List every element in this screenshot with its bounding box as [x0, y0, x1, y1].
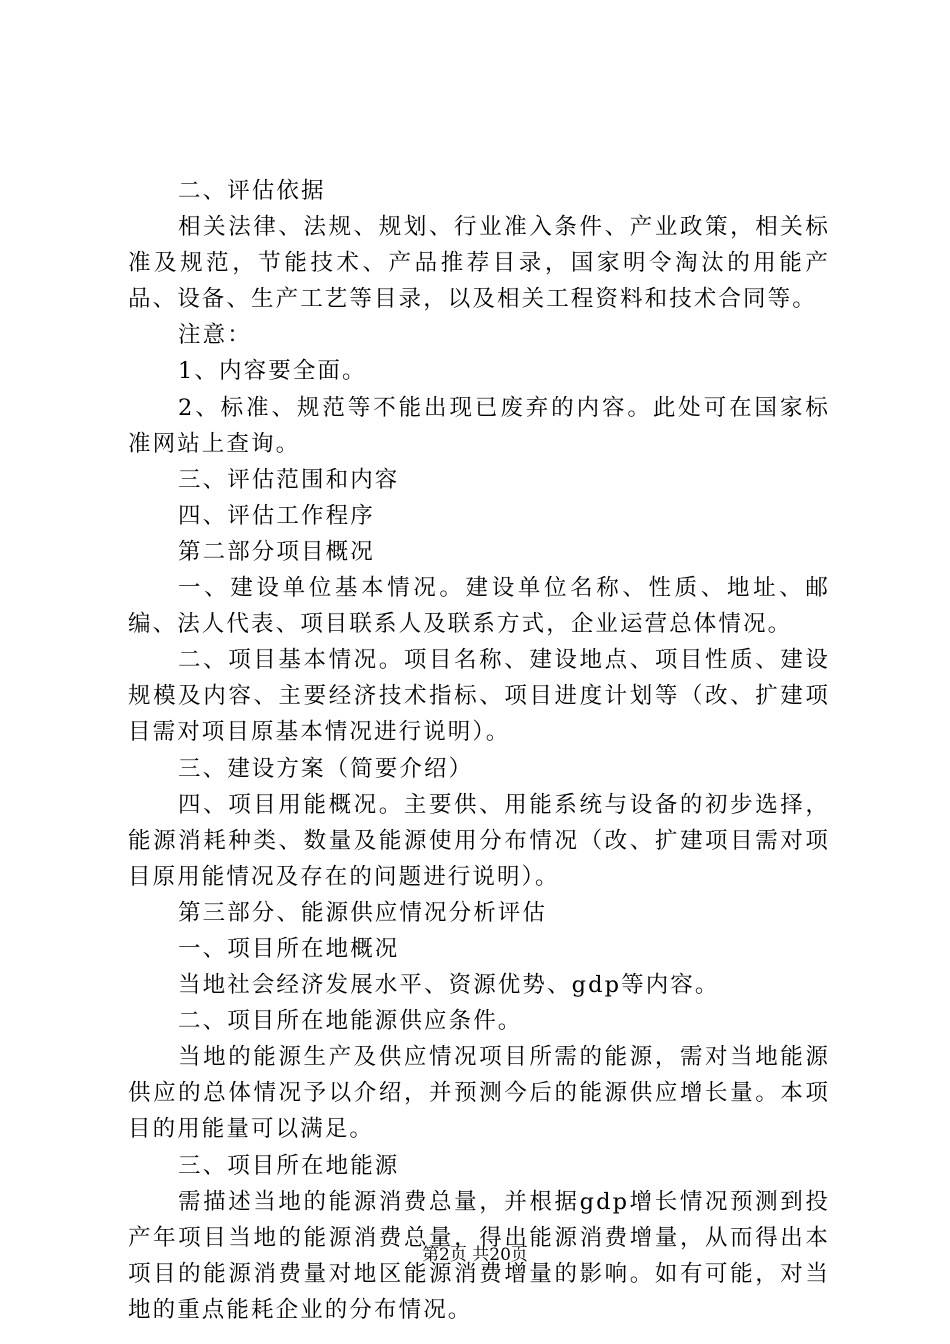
paragraph-local-economy: 当地社会经济发展水平、资源优势、gdp等内容。	[178, 972, 720, 999]
part-two-title: 第二部分项目概况	[178, 538, 375, 565]
note-item-2: 2、标准、规范等不能出现已废弃的内容。此处可在国家标准网站上查询。	[128, 394, 830, 457]
part-three-title: 第三部分、能源供应情况分析评估	[178, 899, 548, 926]
paragraph-energy-supply: 当地的能源生产及供应情况项目所需的能源，需对当地能源供应的总体情况予以介绍，并预测今后的能源供应增长量。本项目的用能量可以满足。	[128, 1044, 830, 1143]
page-footer: 第2页 共20页	[422, 1245, 528, 1265]
heading-location-overview: 一、项目所在地概况	[178, 935, 400, 962]
heading-energy-supply: 二、项目所在地能源供应条件。	[178, 1008, 523, 1035]
paragraph-energy-overview: 四、项目用能概况。主要供、用能系统与设备的初步选择，能源消耗种类、数量及能源使用分布情况（改、扩建项目需对项目原用能情况及存在的问题进行说明）。	[128, 791, 830, 890]
heading-construction-plan: 三、建设方案（简要介绍）	[178, 755, 474, 782]
paragraph-laws-standards: 相关法律、法规、规划、行业准入条件、产业政策，相关标准及规范，节能技术、产品推荐目录，国家明令淘汰的用能产品、设备、生产工艺等目录，以及相关工程资料和技术合同等。	[128, 214, 830, 313]
note-heading: 注意：	[178, 322, 252, 349]
heading-evaluation-basis: 二、评估依据	[178, 178, 326, 204]
body-text	[128, 173, 830, 1328]
heading-local-energy: 三、项目所在地能源	[178, 1152, 400, 1179]
heading-work-procedure: 四、评估工作程序	[178, 502, 375, 529]
paragraph-builder-info: 一、建设单位基本情况。建设单位名称、性质、地址、邮编、法人代表、项目联系人及联系方式，企业运营总体情况。	[128, 575, 830, 638]
heading-scope-content: 三、评估范围和内容	[178, 466, 400, 493]
paragraph-energy-consumption: 需描述当地的能源消费总量，并根据gdp增长情况预测到投产年项目当地的能源消费总量，得出能源消费增量，从而得出本项目的能源消费量对地区能源消费增量的影响。如有可能，对当地的重点能耗企业的分布情况。	[128, 1188, 830, 1323]
note-item-1: 1、内容要全面。	[178, 358, 367, 385]
paragraph-project-info: 二、项目基本情况。项目名称、建设地点、项目性质、建设规模及内容、主要经济技术指标、项目进度计划等（改、扩建项目需对项目原基本情况进行说明）。	[128, 647, 830, 746]
